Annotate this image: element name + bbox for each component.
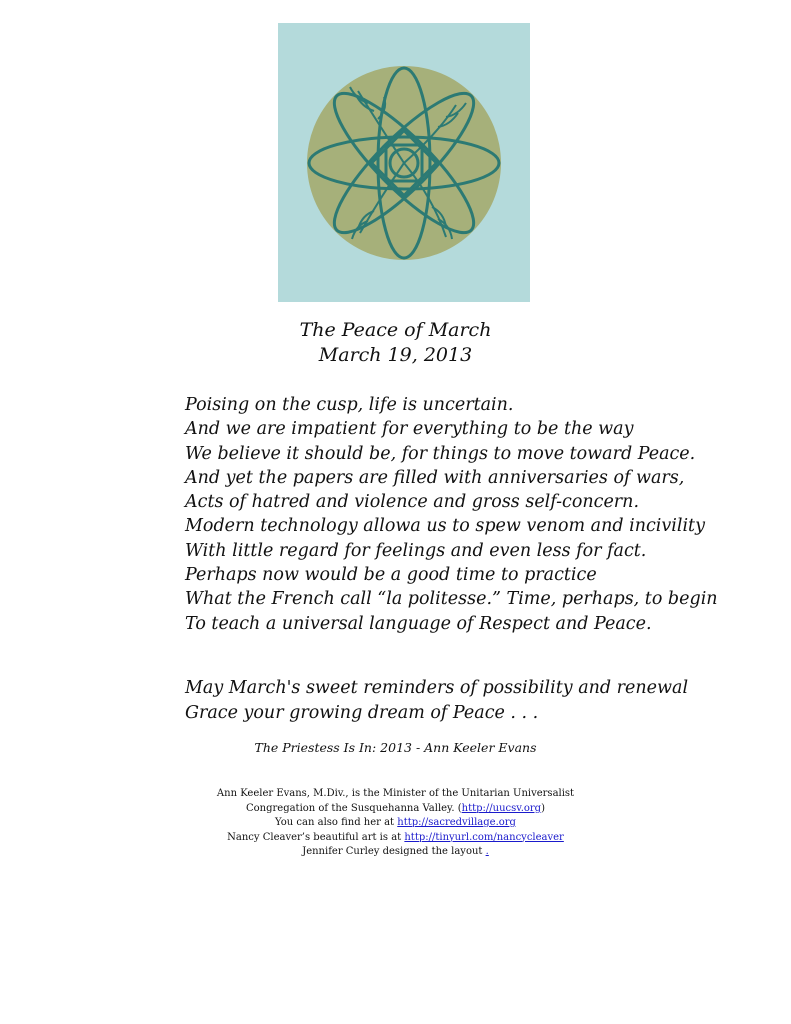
poem-line: To teach a universal language of Respect and Peace. [185, 613, 652, 634]
poem-line: Perhaps now would be a good time to practice [185, 565, 597, 586]
poem-line: With little regard for feelings and even less for fact. [185, 540, 647, 561]
footer-text: You can also find her at [275, 817, 398, 828]
nancycleaver-link[interactable]: http://tinyurl.com/nancycleaver [404, 831, 564, 843]
uucsv-link[interactable]: http://uucsv.org [461, 802, 542, 814]
footer-text: ) [541, 802, 545, 814]
poem-line: Modern technology allowa us to spew venom and incivility [185, 516, 705, 537]
footer-line: Ann Keeler Evans, M.Div., is the Minister of the Unitarian Universalist [216, 788, 575, 799]
footer-line [0, 831, 791, 846]
poem-closing [185, 676, 775, 725]
celtic-knot-emblem-icon [278, 23, 530, 302]
title-block [0, 318, 791, 368]
closing-line: May March's sweet reminders of possibility and renewal [185, 678, 689, 698]
poem-line: We believe it should be, for things to move toward Peace. [185, 443, 696, 464]
poem-line: Acts of hatred and violence and gross self-concern. [185, 492, 640, 513]
closing-line: Grace your growing dream of Peace . . . [185, 702, 539, 723]
footer-text: Nancy Cleaver’s beautiful art is at [227, 831, 405, 843]
footer-line [0, 845, 791, 860]
poem-line: What the French call “la politesse.” Time, perhaps, to begin [185, 589, 718, 610]
celtic-knot-artwork [278, 23, 530, 302]
poem-body [185, 393, 775, 636]
sacredvillage-link[interactable]: http://sacredvillage.org [397, 817, 516, 828]
poem-line: And yet the papers are filled with anniversaries of wars, [185, 467, 685, 488]
attribution: The Priestess Is In: 2013 - Ann Keeler Evans [254, 740, 537, 755]
page-date: March 19, 2013 [318, 344, 473, 366]
footer-line [0, 802, 791, 817]
footer-text: Congregation of the Susquehanna Valley. ( [245, 802, 462, 814]
layout-link[interactable]: . [485, 846, 489, 857]
page-title: The Peace of March [299, 319, 492, 341]
poem-line: And we are impatient for everything to be the way [185, 419, 634, 440]
footer-text: Jennifer Curley designed the layout [302, 846, 486, 857]
poem-line: Poising on the cusp, life is uncertain. [185, 395, 514, 415]
footer-line [0, 816, 791, 831]
footer-credits [0, 787, 791, 860]
